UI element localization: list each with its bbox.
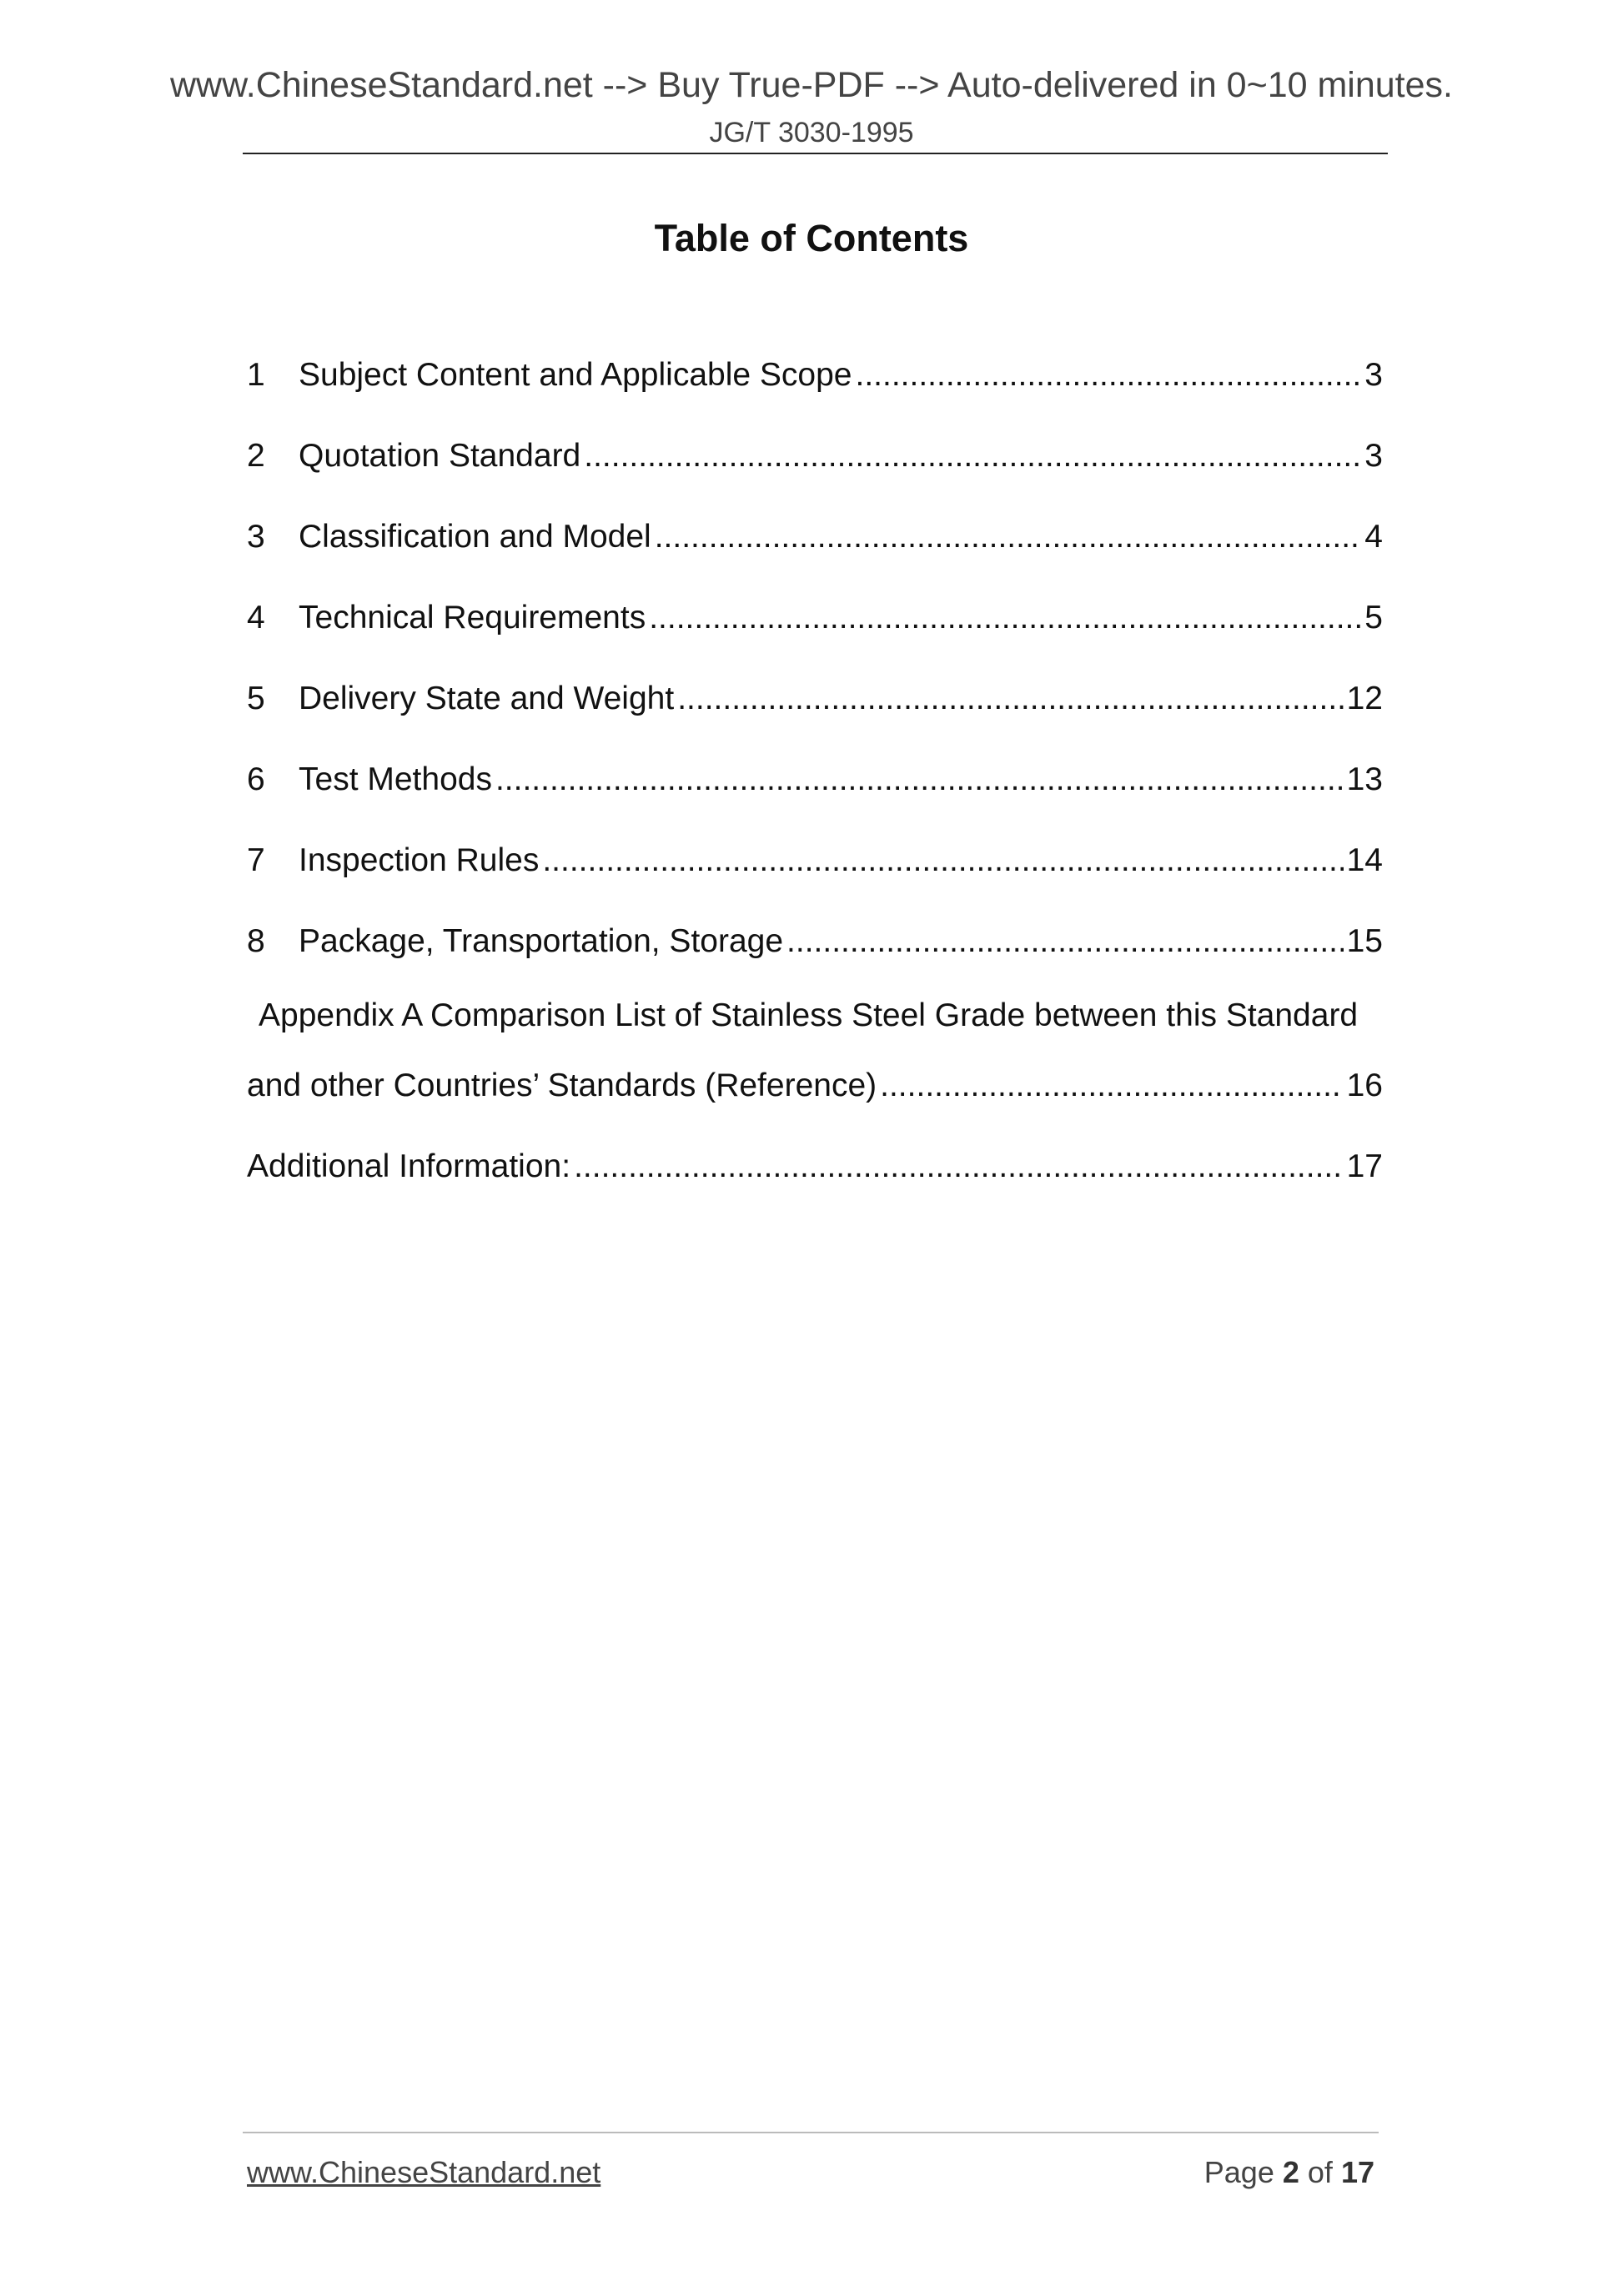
toc-additional-information[interactable] xyxy=(247,1143,1383,1190)
toc-entry-3[interactable] xyxy=(247,514,1383,560)
toc-entry-label: Inspection Rules xyxy=(299,842,540,878)
header-banner: www.ChineseStandard.net --> Buy True-PDF --> Auto-delivered in 0~10 minutes. xyxy=(169,65,1453,105)
toc-entry-2[interactable] xyxy=(247,433,1383,480)
toc-entry-number: 7 xyxy=(247,842,265,878)
toc-entry-number: 3 xyxy=(247,519,265,555)
toc-entry-label: Classification and Model xyxy=(299,519,651,555)
toc-entry-5[interactable] xyxy=(247,676,1383,722)
toc-dot-leader xyxy=(880,1063,1343,1109)
toc-entry-page: 12 xyxy=(1346,681,1383,716)
toc-dot-leader xyxy=(584,433,1361,480)
toc-dot-leader xyxy=(855,352,1361,399)
toc-entry-6[interactable] xyxy=(247,756,1383,803)
toc-dot-leader xyxy=(542,837,1343,884)
toc-entry-number: 8 xyxy=(247,923,265,959)
current-page-number: 2 xyxy=(1282,2155,1299,2189)
toc-entry-8[interactable] xyxy=(247,918,1383,965)
toc-entry-page: 5 xyxy=(1364,600,1383,636)
document-code: JG/T 3030-1995 xyxy=(709,117,914,148)
toc-entry-page: 16 xyxy=(1346,1068,1383,1103)
toc-dot-leader xyxy=(677,676,1343,722)
toc-entry-page: 15 xyxy=(1346,923,1383,959)
toc-entry-page: 13 xyxy=(1346,761,1383,797)
toc-entry-number: 1 xyxy=(247,357,265,393)
toc-entry-label: Subject Content and Applicable Scope xyxy=(299,357,852,393)
page-prefix: Page xyxy=(1203,2155,1274,2189)
toc-entry-page: 3 xyxy=(1364,357,1383,393)
toc-dot-leader xyxy=(574,1143,1344,1190)
toc-dot-leader xyxy=(786,918,1344,965)
toc-dot-leader xyxy=(495,756,1344,803)
toc-entry-7[interactable] xyxy=(247,837,1383,884)
toc-appendix-title-line1[interactable]: Appendix A Comparison List of Stainless Steel Grade between this Standard xyxy=(259,997,1359,1033)
toc-entry-label: Technical Requirements xyxy=(299,600,646,636)
page-of: of xyxy=(1307,2155,1333,2189)
toc-appendix-title-line2: and other Countries’ Standards (Reference) xyxy=(247,1068,877,1103)
toc-entry-number: 2 xyxy=(247,438,265,474)
toc-entry-label: Additional Information: xyxy=(247,1148,571,1184)
toc-entry-page: 3 xyxy=(1364,438,1383,474)
total-page-count: 17 xyxy=(1340,2155,1374,2189)
toc-dot-leader xyxy=(655,514,1362,560)
toc-appendix-entry[interactable] xyxy=(247,1063,1383,1109)
toc-entry-number: 4 xyxy=(247,600,265,636)
toc-entry-label: Quotation Standard xyxy=(299,438,581,474)
page-indicator xyxy=(1204,2155,1374,2190)
toc-entry-label: Delivery State and Weight xyxy=(299,681,675,716)
toc-entry-label: Test Methods xyxy=(299,761,492,797)
footer-website-link[interactable]: www.ChineseStandard.net xyxy=(247,2155,601,2189)
toc-entry-label: Package, Transportation, Storage xyxy=(299,923,784,959)
toc-entry-1[interactable] xyxy=(247,352,1383,399)
toc-entry-page: 14 xyxy=(1346,842,1383,878)
toc-dot-leader xyxy=(649,595,1361,641)
header-divider xyxy=(243,153,1388,154)
footer-divider xyxy=(243,2132,1379,2133)
toc-entry-number: 6 xyxy=(247,761,265,797)
toc-entry-4[interactable] xyxy=(247,595,1383,641)
toc-entry-page: 4 xyxy=(1364,519,1383,555)
toc-title: Table of Contents xyxy=(654,217,969,259)
toc-entry-number: 5 xyxy=(247,681,265,716)
toc-entry-page: 17 xyxy=(1346,1148,1383,1184)
